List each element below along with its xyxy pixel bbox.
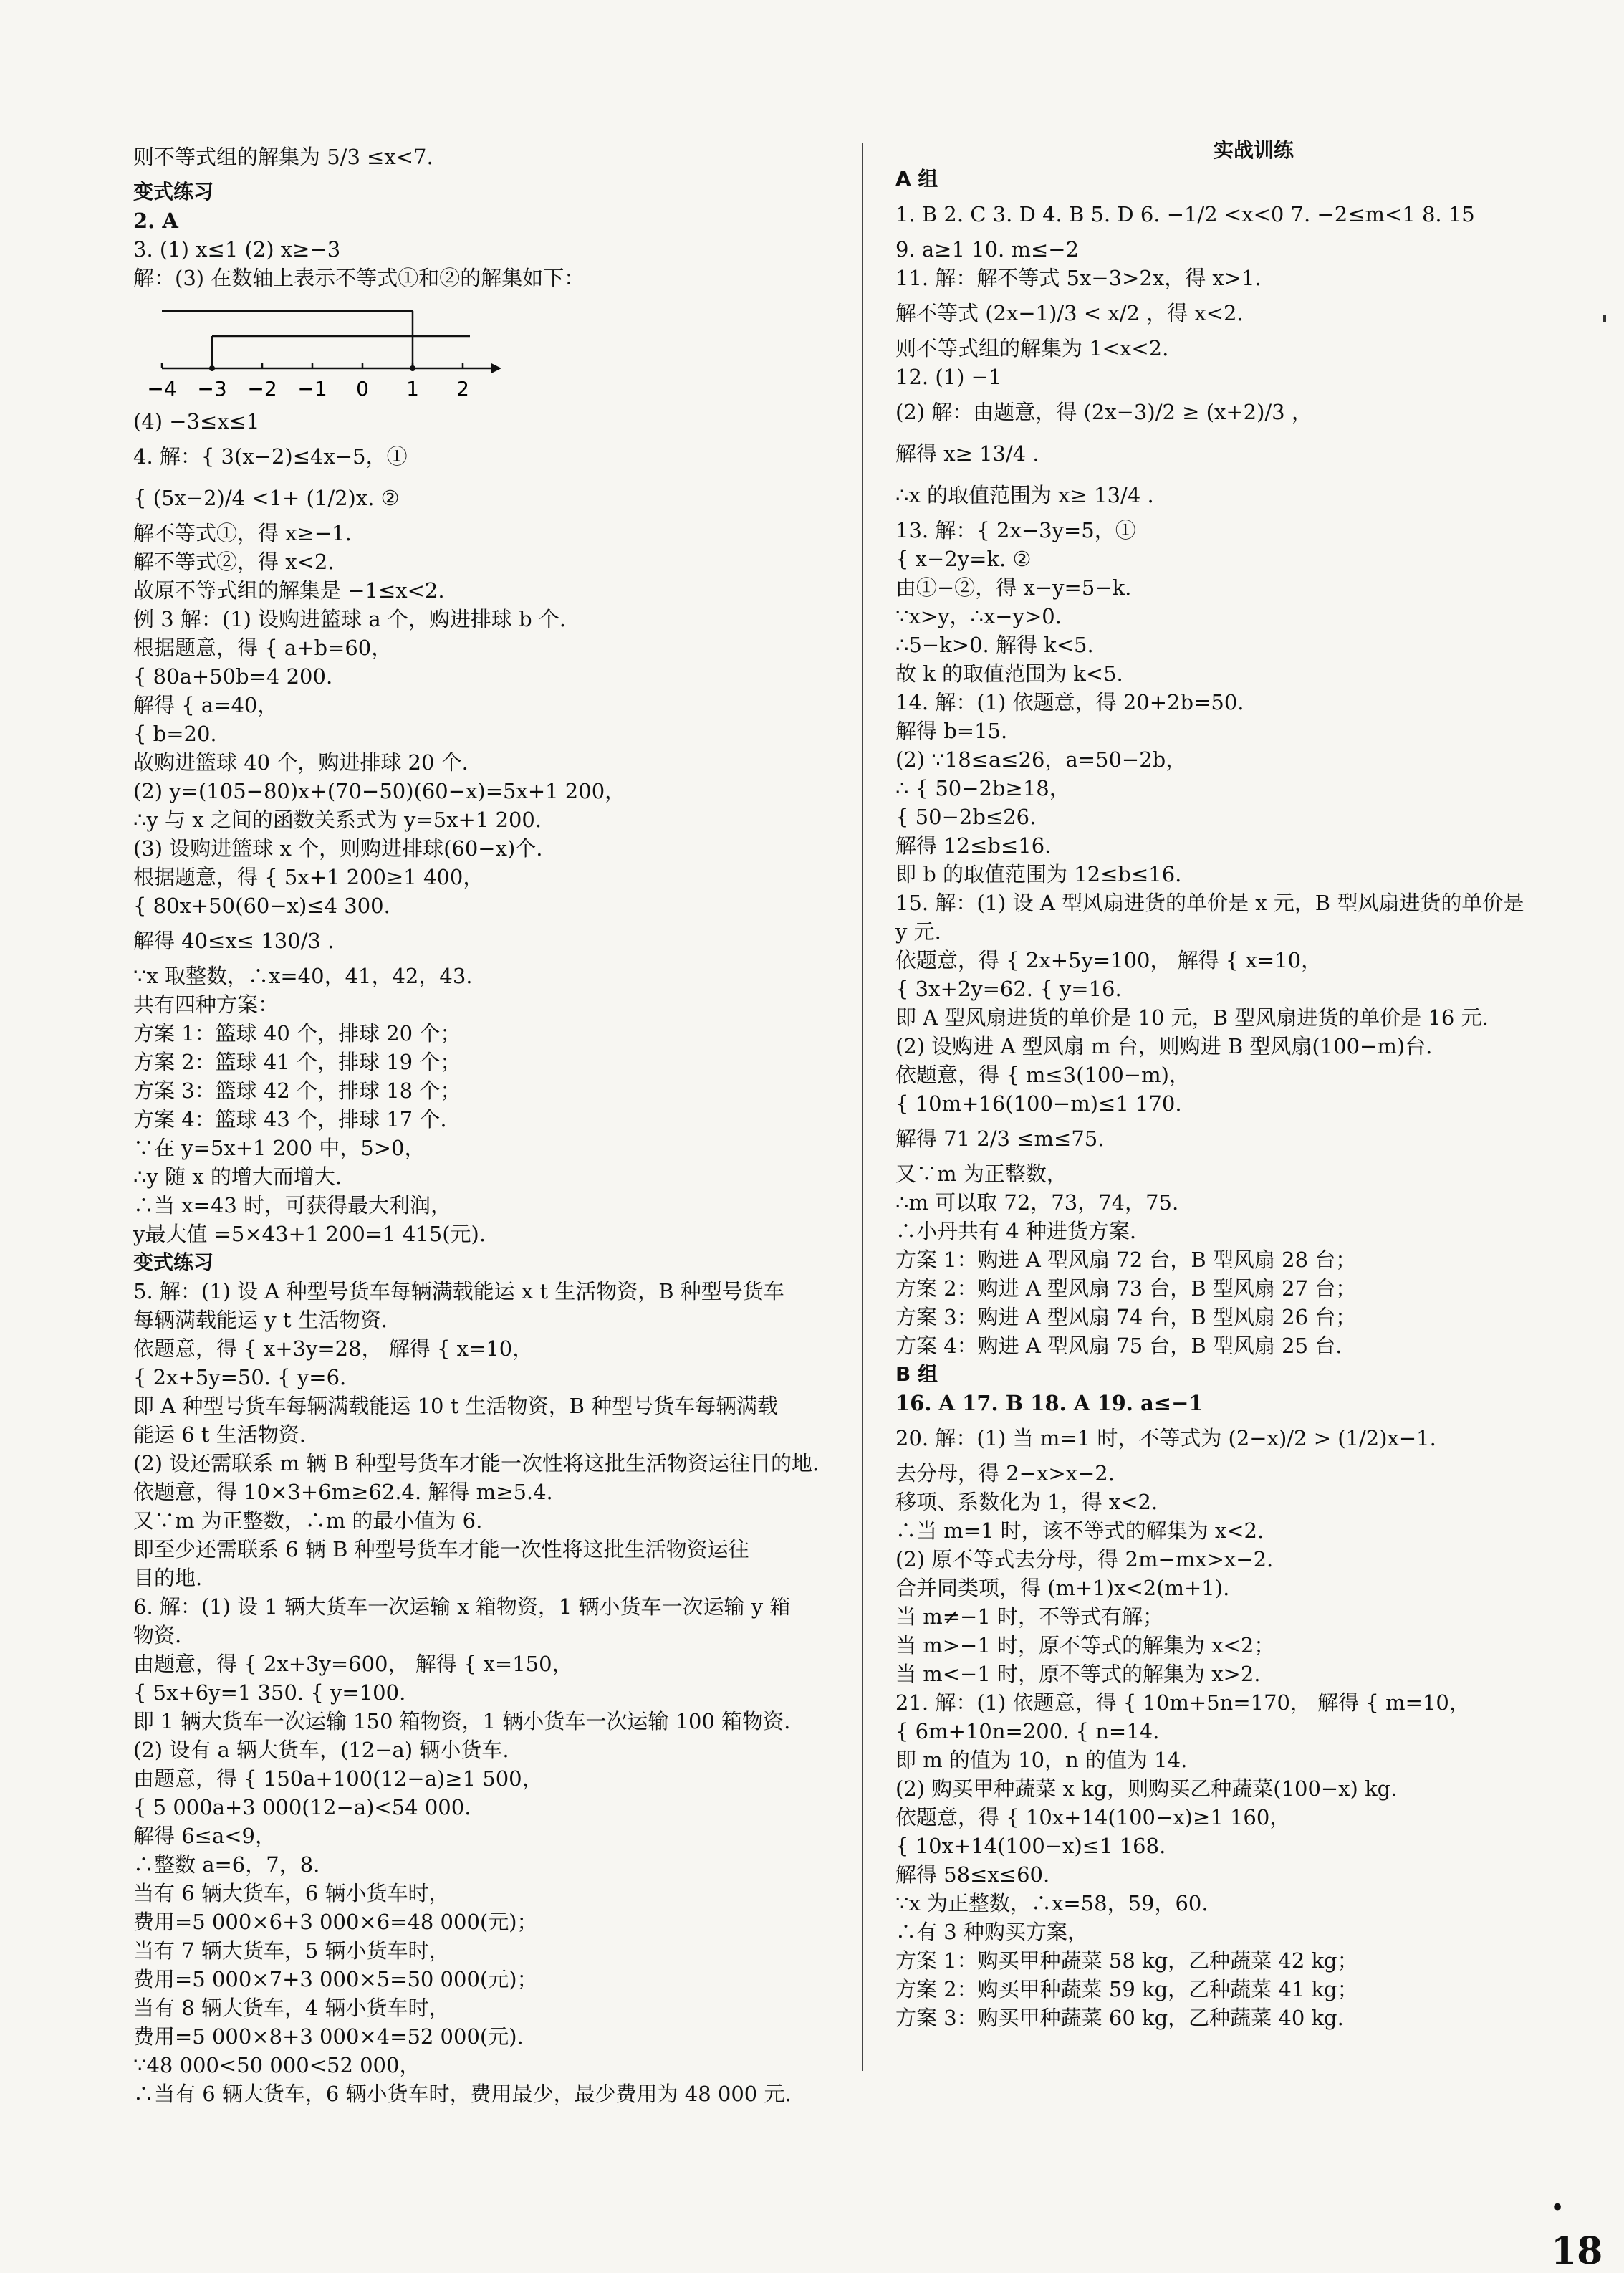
right-line-19: 解得 b=15. — [895, 719, 1008, 743]
left-bottom-line-54: 费用=5 000×7+3 000×5=50 000(元)； — [133, 1967, 538, 1991]
right-line-26: y 元. — [895, 919, 941, 944]
right-line-46: ∴当 m=1 时，该不等式的解集为 x<2. — [895, 1518, 1264, 1543]
left-bottom-line-37: 依题意，得 10×3+6m≥62.4. 解得 m≥5.4. — [133, 1480, 553, 1504]
right-line-39: 方案 3：购进 A 型风扇 74 台，B 型风扇 26 台； — [895, 1305, 1357, 1329]
left-bottom-line-32: 依题意，得 { x+3y=28， 解得 { x=10， — [133, 1336, 534, 1361]
left-bottom-line-24: 方案 4：篮球 43 个，排球 17 个. — [133, 1107, 447, 1131]
left-bottom-line-47: 由题意，得 { 150a+100(12−a)≥1 500， — [133, 1766, 543, 1791]
left-bottom-line-15: (3) 设购进篮球 x 个，则购进排球(60−x)个. — [133, 836, 543, 861]
right-line-62: 方案 2：购买甲种蔬菜 59 kg，乙种蔬菜 41 kg； — [895, 1977, 1358, 2001]
right-line-59: ∵x 为正整数，∴x=58，59，60. — [895, 1891, 1209, 1915]
left-top-line-4: 3. (1) x≤1 (2) x≥−3 — [133, 237, 341, 262]
right-line-56: 依题意，得 { 10x+14(100−x)≥1 160， — [895, 1805, 1291, 1829]
left-bottom-line-30: 5. 解：(1) 设 A 种型号货车每辆满载能运 x t 生活物资，B 种型号货车 — [133, 1279, 784, 1303]
axis-tick-label: −1 — [297, 377, 327, 401]
right-line-63: 方案 3：购买甲种蔬菜 60 kg，乙种蔬菜 40 kg. — [895, 2006, 1344, 2030]
right-line-37: 方案 1：购进 A 型风扇 72 台，B 型风扇 28 台； — [895, 1248, 1357, 1272]
axis-arrow — [491, 363, 501, 373]
right-line-54: 即 m 的值为 10，n 的值为 14. — [895, 1748, 1188, 1772]
axis-tick-label: 0 — [356, 377, 369, 401]
right-line-61: 方案 1：购买甲种蔬菜 58 kg，乙种蔬菜 42 kg； — [895, 1948, 1358, 1973]
left-bottom-lines — [133, 407, 850, 2108]
left-bottom-line-55: 当有 8 辆大货车，4 辆小货车时， — [133, 1996, 450, 2020]
axis-tick-labels — [147, 377, 469, 401]
axis-tick-label: 1 — [406, 377, 419, 401]
right-line-34: 又∵m 为正整数， — [895, 1162, 1067, 1186]
right-line-14: 由①−②，得 x−y=5−k. — [895, 575, 1132, 600]
left-bottom-line-27: ∴当 x=43 时，可获得最大利润， — [133, 1193, 451, 1217]
right-line-5: 11. 解：解不等式 5x−3>2x，得 x>1. — [895, 266, 1262, 290]
axis-tick-label: −3 — [197, 377, 227, 401]
left-bottom-line-8: 根据题意，得 { a+b=60， — [133, 636, 393, 660]
right-line-8: 12. (1) −1 — [895, 365, 1002, 389]
right-line-4: 9. a≥1 10. m≤−2 — [895, 237, 1080, 262]
left-bottom-line-28: y最大值 =5×43+1 200=1 415(元). — [133, 1222, 486, 1246]
left-bottom-line-38: 又∵m 为正整数，∴m 的最小值为 6. — [133, 1508, 483, 1533]
right-line-50: 当 m>−1 时，原不等式的解集为 x<2； — [895, 1633, 1275, 1657]
left-bottom-line-9: { 80a+50b=4 200. — [133, 664, 333, 689]
right-line-35: ∴m 可以取 72，73，74，75. — [895, 1190, 1179, 1215]
right-line-28: { 3x+2y=62. { y=16. — [895, 977, 1122, 1001]
right-line-41: B 组 — [895, 1362, 938, 1386]
left-bottom-line-25: ∵在 y=5x+1 200 中，5>0， — [133, 1136, 426, 1160]
left-bottom-line-43: 由题意，得 { 2x+3y=600， 解得 { x=150， — [133, 1652, 573, 1676]
left-bottom-line-29: 变式练习 — [133, 1250, 214, 1274]
right-line-36: ∴小丹共有 4 种进货方案. — [895, 1219, 1137, 1243]
right-line-29: 即 A 型风扇进货的单价是 10 元，B 型风扇进货的单价是 16 元. — [895, 1005, 1489, 1030]
right-line-18: 14. 解：(1) 依题意，得 20+2b=50. — [895, 690, 1244, 714]
axis-tick-label: 2 — [456, 377, 469, 401]
right-line-40: 方案 4：购进 A 型风扇 75 台，B 型风扇 25 台. — [895, 1334, 1342, 1358]
right-line-10: 解得 x≥ 13/4 . — [895, 441, 1039, 466]
axis-tick-label: −2 — [247, 377, 277, 401]
left-bottom-line-3: { (5x−2)/4 <1+ (1/2)x. ② — [133, 486, 400, 510]
left-bottom-line-45: 即 1 辆大货车一次运输 150 箱物资，1 辆小货车一次运输 100 箱物资. — [133, 1709, 791, 1733]
left-bottom-line-17: { 80x+50(60−x)≤4 300. — [133, 894, 390, 918]
left-bottom-line-2: 4. 解：{ 3(x−2)≤4x−5，① — [133, 444, 408, 469]
left-bottom-line-5: 解不等式②，得 x<2. — [133, 550, 335, 574]
right-line-11: ∴x 的取值范围为 x≥ 13/4 . — [895, 483, 1154, 507]
right-line-45: 移项、系数化为 1，得 x<2. — [895, 1490, 1158, 1514]
left-bottom-line-44: { 5x+6y=1 350. { y=100. — [133, 1680, 406, 1705]
left-bottom-line-31: 每辆满载能运 y t 生活物资. — [133, 1308, 388, 1332]
left-bottom-line-39: 即至少还需联系 6 辆 B 种型号货车才能一次性将这批生活物资运往 — [133, 1537, 749, 1561]
right-line-31: 依题意，得 { m≤3(100−m)， — [895, 1063, 1190, 1087]
left-bottom-line-6: 故原不等式组的解集是 −1≤x<2. — [133, 578, 445, 603]
right-line-47: (2) 原不等式去分母，得 2m−mx>x−2. — [895, 1547, 1274, 1571]
left-top-line-2: 变式练习 — [133, 180, 214, 204]
left-bottom-line-56: 费用=5 000×8+3 000×4=52 000(元). — [133, 2024, 524, 2049]
left-bottom-line-21: 方案 1：篮球 40 个，排球 20 个； — [133, 1021, 461, 1045]
right-line-49: 当 m≠−1 时，不等式有解； — [895, 1604, 1163, 1629]
right-line-21: ∴ { 50−2b≥18， — [895, 776, 1070, 800]
left-bottom-line-18: 解得 40≤x≤ 130/3 . — [133, 929, 335, 953]
left-bottom-line-4: 解不等式①，得 x≥−1. — [133, 521, 352, 545]
edge-mark — [1603, 315, 1606, 322]
left-bottom-line-14: ∴y 与 x 之间的函数关系式为 y=5x+1 200. — [133, 808, 542, 832]
left-bottom-line-36: (2) 设还需联系 m 辆 B 种型号货车才能一次性将这批生活物资运往目的地. — [133, 1451, 820, 1475]
right-line-7: 则不等式组的解集为 1<x<2. — [895, 336, 1169, 360]
right-line-58: 解得 58≤x≤60. — [895, 1862, 1050, 1887]
right-line-48: 合并同类项，得 (m+1)x<2(m+1). — [895, 1576, 1230, 1600]
point-neg3 — [209, 365, 215, 371]
left-bottom-line-53: 当有 7 辆大货车，5 辆小货车时， — [133, 1938, 450, 1963]
right-line-9: (2) 解：由题意，得 (2x−3)/2 ≥ (x+2)/3 ， — [895, 400, 1312, 424]
right-column — [895, 136, 1612, 2032]
column-divider — [862, 143, 863, 2071]
right-line-16: ∴5−k>0. 解得 k<5. — [895, 633, 1094, 657]
right-line-42: 16. A 17. B 18. A 19. a≤−1 — [895, 1391, 1203, 1415]
right-line-23: 解得 12≤b≤16. — [895, 833, 1052, 858]
right-line-44: 去分母，得 2−x>x−2. — [895, 1461, 1115, 1485]
right-line-20: (2) ∵18≤a≤26，a=50−2b， — [895, 747, 1187, 772]
axis-tick-label: −4 — [147, 377, 177, 401]
right-line-25: 15. 解：(1) 设 A 型风扇进货的单价是 x 元，B 型风扇进货的单价是 — [895, 891, 1524, 915]
left-bottom-line-11: { b=20. — [133, 722, 217, 746]
right-line-24: 即 b 的取值范围为 12≤b≤16. — [895, 862, 1182, 886]
left-bottom-line-26: ∴y 随 x 的增大而增大. — [133, 1164, 342, 1189]
left-bottom-line-40: 目的地. — [133, 1566, 203, 1590]
right-line-57: { 10x+14(100−x)≤1 168. — [895, 1834, 1166, 1858]
left-bottom-line-57: ∵48 000<50 000<52 000， — [133, 2053, 421, 2077]
number-line-diagram — [133, 297, 506, 404]
left-bottom-line-49: 解得 6≤a<9， — [133, 1824, 277, 1848]
right-line-52: 21. 解：(1) 依题意，得 { 10m+5n=170， 解得 { m=10， — [895, 1690, 1470, 1715]
left-bottom-line-23: 方案 3：篮球 42 个，排球 18 个； — [133, 1078, 461, 1103]
left-column — [133, 136, 850, 2108]
right-line-6: 解不等式 (2x−1)/3 < x/2 ，得 x<2. — [895, 301, 1244, 325]
left-bottom-line-16: 根据题意，得 { 5x+1 200≥1 400， — [133, 865, 484, 889]
left-bottom-line-35: 能运 6 t 生活物资. — [133, 1422, 306, 1447]
right-line-33: 解得 71 2/3 ≤m≤75. — [895, 1126, 1105, 1151]
left-bottom-line-22: 方案 2：篮球 41 个，排球 19 个； — [133, 1050, 461, 1074]
point-1 — [410, 365, 415, 371]
left-top-line-3: 2. A — [133, 209, 178, 233]
right-line-17: 故 k 的取值范围为 k<5. — [895, 661, 1123, 686]
left-bottom-line-19: ∵x 取整数，∴x=40，41，42，43. — [133, 964, 473, 988]
left-bottom-line-1: (4) −3≤x≤1 — [133, 409, 260, 434]
right-line-3: 1. B 2. C 3. D 4. B 5. D 6. −1/2 <x<0 7. −2≤m<1 8. 15 — [895, 202, 1475, 226]
right-line-27: 依题意，得 { 2x+5y=100， 解得 { x=10， — [895, 948, 1322, 972]
right-line-55: (2) 购买甲种蔬菜 x kg，则购买乙种蔬菜(100−x) kg. — [895, 1776, 1398, 1801]
right-line-32: { 10m+16(100−m)≤1 170. — [895, 1091, 1182, 1116]
left-bottom-line-48: { 5 000a+3 000(12−a)<54 000. — [133, 1795, 471, 1819]
right-line-51: 当 m<−1 时，原不等式的解集为 x>2. — [895, 1662, 1261, 1686]
right-line-53: { 6m+10n=200. { n=14. — [895, 1719, 1160, 1743]
left-bottom-line-58: ∴当有 6 辆大货车，6 辆小货车时，费用最少，最少费用为 48 000 元. — [133, 2082, 792, 2106]
left-bottom-line-50: ∴整数 a=6，7，8. — [133, 1852, 320, 1877]
right-line-30: (2) 设购进 A 型风扇 m 台，则购进 B 型风扇(100−m)台. — [895, 1034, 1433, 1058]
left-bottom-line-46: (2) 设有 a 辆大货车，(12−a) 辆小货车. — [133, 1738, 509, 1762]
right-line-15: ∵x>y，∴x−y>0. — [895, 604, 1062, 628]
left-bottom-line-10: 解得 { a=40， — [133, 693, 279, 717]
left-bottom-line-42: 物资. — [133, 1623, 182, 1647]
right-line-13: { x−2y=k. ② — [895, 547, 1032, 571]
left-bottom-line-33: { 2x+5y=50. { y=6. — [133, 1365, 347, 1389]
right-line-22: { 50−2b≤26. — [895, 805, 1037, 829]
right-line-2: A 组 — [895, 167, 938, 191]
left-bottom-line-34: 即 A 种型号货车每辆满载能运 10 t 生活物资，B 种型号货车每辆满载 — [133, 1394, 779, 1418]
left-bottom-line-13: (2) y=(105−80)x+(70−50)(60−x)=5x+1 200， — [133, 779, 626, 803]
left-bottom-line-7: 例 3 解：(1) 设购进篮球 a 个，购进排球 b 个. — [133, 607, 567, 631]
left-bottom-line-12: 故购进篮球 40 个，购进排球 20 个. — [133, 750, 469, 775]
left-bottom-line-20: 共有四种方案： — [133, 992, 279, 1017]
left-bottom-line-41: 6. 解：(1) 设 1 辆大货车一次运输 x 箱物资，1 辆小货车一次运输 y 箱 — [133, 1594, 791, 1619]
left-top-lines — [133, 136, 850, 292]
left-bottom-line-52: 费用=5 000×6+3 000×6=48 000(元)； — [133, 1910, 538, 1934]
page-number: · 18 — [1551, 2186, 1603, 2273]
right-line-43: 20. 解：(1) 当 m=1 时，不等式为 (2−x)/2 > (1/2)x−1. — [895, 1426, 1436, 1450]
right-line-12: 13. 解：{ 2x−3y=5，① — [895, 518, 1136, 542]
left-bottom-line-51: 当有 6 辆大货车，6 辆小货车时， — [133, 1881, 450, 1905]
left-top-line-5: 解：(3) 在数轴上表示不等式①和②的解集如下： — [133, 266, 585, 290]
right-line-38: 方案 2：购进 A 型风扇 73 台，B 型风扇 27 台； — [895, 1276, 1357, 1301]
right-line-60: ∴有 3 种购买方案， — [895, 1920, 1088, 1944]
left-top-line-1: 则不等式组的解集为 5/3 ≤x<7. — [133, 145, 433, 169]
right-line-1: 实战训练 — [1213, 138, 1294, 162]
